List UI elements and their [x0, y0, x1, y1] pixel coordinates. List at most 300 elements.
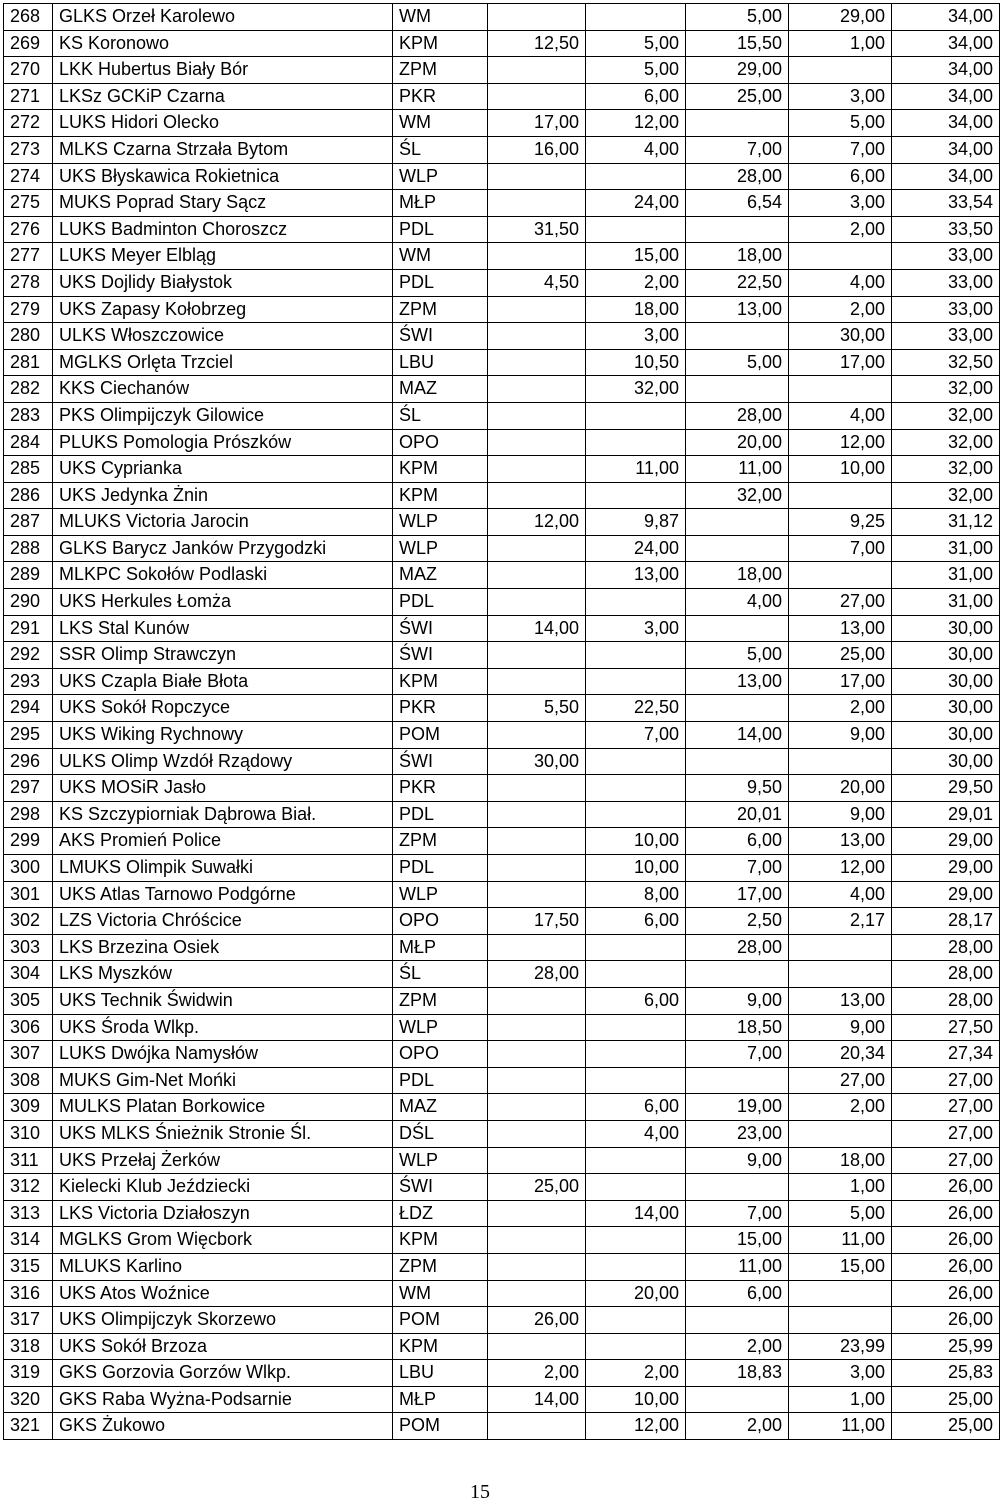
score-cell-3: 29,00 [686, 57, 789, 84]
total-score-cell: 25,99 [892, 1333, 1000, 1360]
region-cell: WLP [393, 1014, 488, 1041]
rank-cell: 302 [4, 908, 53, 935]
score-cell-3 [686, 695, 789, 722]
table-row [4, 402, 1000, 429]
score-cell-2: 13,00 [586, 562, 686, 589]
score-cell-2 [586, 429, 686, 456]
club-name-cell: MGLKS Grom Więcbork [53, 1227, 393, 1254]
total-score-cell: 32,00 [892, 376, 1000, 403]
table-row [4, 136, 1000, 163]
score-cell-1 [488, 482, 586, 509]
total-score-cell: 29,50 [892, 775, 1000, 802]
rank-cell: 289 [4, 562, 53, 589]
rank-cell: 307 [4, 1041, 53, 1068]
table-row [4, 748, 1000, 775]
region-cell: ZPM [393, 828, 488, 855]
total-score-cell: 33,50 [892, 216, 1000, 243]
table-row [4, 722, 1000, 749]
table-row [4, 642, 1000, 669]
score-cell-3: 11,00 [686, 1253, 789, 1280]
score-cell-3: 7,00 [686, 136, 789, 163]
score-cell-4: 12,00 [789, 429, 892, 456]
score-cell-4 [789, 562, 892, 589]
score-cell-2: 2,00 [586, 269, 686, 296]
rank-cell: 281 [4, 349, 53, 376]
score-cell-2 [586, 961, 686, 988]
score-cell-3 [686, 961, 789, 988]
score-cell-3: 6,00 [686, 828, 789, 855]
score-cell-4 [789, 934, 892, 961]
score-cell-3: 6,54 [686, 190, 789, 217]
rank-cell: 321 [4, 1413, 53, 1440]
score-cell-4: 9,00 [789, 801, 892, 828]
club-name-cell: LUKS Hidori Olecko [53, 110, 393, 137]
table-row [4, 30, 1000, 57]
table-row [4, 987, 1000, 1014]
score-cell-2 [586, 1333, 686, 1360]
table-row [4, 668, 1000, 695]
table-row [4, 376, 1000, 403]
region-cell: MŁP [393, 1386, 488, 1413]
club-name-cell: MLKPC Sokołów Podlaski [53, 562, 393, 589]
rank-cell: 282 [4, 376, 53, 403]
total-score-cell: 32,00 [892, 429, 1000, 456]
score-cell-3 [686, 748, 789, 775]
score-cell-2: 12,00 [586, 110, 686, 137]
score-cell-3 [686, 1174, 789, 1201]
rank-cell: 271 [4, 83, 53, 110]
region-cell: POM [393, 1413, 488, 1440]
rank-cell: 290 [4, 589, 53, 616]
table-row [4, 1200, 1000, 1227]
club-name-cell: UKS Olimpijczyk Skorzewo [53, 1307, 393, 1334]
score-cell-4: 3,00 [789, 1360, 892, 1387]
score-cell-4: 9,00 [789, 1014, 892, 1041]
region-cell: ZPM [393, 296, 488, 323]
score-cell-4: 25,00 [789, 642, 892, 669]
table-row [4, 349, 1000, 376]
club-name-cell: LUKS Badminton Choroszcz [53, 216, 393, 243]
club-name-cell: AKS Promień Police [53, 828, 393, 855]
total-score-cell: 29,01 [892, 801, 1000, 828]
club-name-cell: LKS Stal Kunów [53, 615, 393, 642]
club-name-cell: GKS Gorzovia Gorzów Wlkp. [53, 1360, 393, 1387]
score-cell-1 [488, 855, 586, 882]
rank-cell: 305 [4, 987, 53, 1014]
total-score-cell: 31,00 [892, 562, 1000, 589]
rank-cell: 295 [4, 722, 53, 749]
table-row [4, 1120, 1000, 1147]
table-row [4, 1386, 1000, 1413]
club-name-cell: Kielecki Klub Jeździecki [53, 1174, 393, 1201]
score-cell-4: 2,17 [789, 908, 892, 935]
score-cell-4 [789, 376, 892, 403]
total-score-cell: 30,00 [892, 642, 1000, 669]
club-name-cell: UKS Sokół Ropczyce [53, 695, 393, 722]
club-name-cell: UKS Technik Świdwin [53, 987, 393, 1014]
club-name-cell: UKS Dojlidy Białystok [53, 269, 393, 296]
region-cell: KPM [393, 668, 488, 695]
score-cell-2 [586, 801, 686, 828]
region-cell: WLP [393, 881, 488, 908]
score-cell-1 [488, 775, 586, 802]
total-score-cell: 34,00 [892, 4, 1000, 31]
club-name-cell: UKS Zapasy Kołobrzeg [53, 296, 393, 323]
club-name-cell: KS Koronowo [53, 30, 393, 57]
rank-cell: 273 [4, 136, 53, 163]
region-cell: ZPM [393, 57, 488, 84]
table-row [4, 1014, 1000, 1041]
score-cell-4: 11,00 [789, 1227, 892, 1254]
score-cell-4: 9,25 [789, 509, 892, 536]
score-cell-4: 7,00 [789, 535, 892, 562]
region-cell: DŚL [393, 1120, 488, 1147]
table-row [4, 562, 1000, 589]
club-name-cell: GLKS Barycz Janków Przygodzki [53, 535, 393, 562]
score-cell-2 [586, 642, 686, 669]
rank-cell: 301 [4, 881, 53, 908]
score-cell-4: 29,00 [789, 4, 892, 31]
table-row [4, 1067, 1000, 1094]
region-cell: MAZ [393, 376, 488, 403]
score-cell-1: 25,00 [488, 1174, 586, 1201]
score-cell-3: 20,01 [686, 801, 789, 828]
total-score-cell: 34,00 [892, 110, 1000, 137]
score-cell-3: 28,00 [686, 934, 789, 961]
score-cell-3: 18,00 [686, 562, 789, 589]
score-cell-4: 1,00 [789, 1386, 892, 1413]
score-cell-4 [789, 748, 892, 775]
score-cell-3: 23,00 [686, 1120, 789, 1147]
score-cell-2 [586, 1014, 686, 1041]
score-cell-1 [488, 722, 586, 749]
score-cell-4: 4,00 [789, 402, 892, 429]
table-row [4, 589, 1000, 616]
region-cell: ŚWI [393, 615, 488, 642]
score-cell-2: 6,00 [586, 908, 686, 935]
club-name-cell: UKS Środa Wlkp. [53, 1014, 393, 1041]
score-cell-4: 20,00 [789, 775, 892, 802]
region-cell: PDL [393, 855, 488, 882]
score-cell-3: 7,00 [686, 1200, 789, 1227]
score-cell-1 [488, 1413, 586, 1440]
score-cell-1: 4,50 [488, 269, 586, 296]
rank-cell: 300 [4, 855, 53, 882]
table-row [4, 429, 1000, 456]
score-cell-3: 5,00 [686, 349, 789, 376]
score-cell-4: 4,00 [789, 269, 892, 296]
table-row [4, 695, 1000, 722]
score-cell-1 [488, 535, 586, 562]
score-cell-1: 14,00 [488, 615, 586, 642]
score-cell-3 [686, 509, 789, 536]
club-name-cell: UKS Herkules Łomża [53, 589, 393, 616]
total-score-cell: 28,17 [892, 908, 1000, 935]
score-cell-2: 4,00 [586, 1120, 686, 1147]
score-cell-4: 2,00 [789, 296, 892, 323]
score-cell-2: 9,87 [586, 509, 686, 536]
score-cell-3: 32,00 [686, 482, 789, 509]
score-cell-2: 12,00 [586, 1413, 686, 1440]
score-cell-1: 28,00 [488, 961, 586, 988]
score-cell-3 [686, 1386, 789, 1413]
score-cell-3: 2,50 [686, 908, 789, 935]
score-cell-1: 14,00 [488, 1386, 586, 1413]
rank-cell: 278 [4, 269, 53, 296]
score-cell-1 [488, 1227, 586, 1254]
score-cell-2: 10,50 [586, 349, 686, 376]
score-cell-4: 7,00 [789, 136, 892, 163]
score-cell-2 [586, 216, 686, 243]
table-row [4, 855, 1000, 882]
rank-cell: 296 [4, 748, 53, 775]
rank-cell: 315 [4, 1253, 53, 1280]
rank-cell: 287 [4, 509, 53, 536]
region-cell: WLP [393, 163, 488, 190]
region-cell: LBU [393, 1360, 488, 1387]
score-cell-2 [586, 1174, 686, 1201]
score-cell-2 [586, 668, 686, 695]
club-name-cell: GKS Żukowo [53, 1413, 393, 1440]
total-score-cell: 26,00 [892, 1307, 1000, 1334]
region-cell: MAZ [393, 562, 488, 589]
score-cell-4: 1,00 [789, 30, 892, 57]
total-score-cell: 25,00 [892, 1413, 1000, 1440]
total-score-cell: 27,00 [892, 1094, 1000, 1121]
rank-cell: 270 [4, 57, 53, 84]
score-cell-4 [789, 57, 892, 84]
total-score-cell: 31,00 [892, 535, 1000, 562]
score-cell-2 [586, 1307, 686, 1334]
score-cell-3: 22,50 [686, 269, 789, 296]
score-cell-4: 11,00 [789, 1413, 892, 1440]
club-name-cell: KS Szczypiorniak Dąbrowa Biał. [53, 801, 393, 828]
table-row [4, 1174, 1000, 1201]
rank-cell: 279 [4, 296, 53, 323]
score-cell-2 [586, 4, 686, 31]
score-cell-4: 3,00 [789, 83, 892, 110]
club-name-cell: LKS Brzezina Osiek [53, 934, 393, 961]
rank-cell: 316 [4, 1280, 53, 1307]
score-cell-1: 2,00 [488, 1360, 586, 1387]
region-cell: ŚWI [393, 748, 488, 775]
score-cell-2: 10,00 [586, 855, 686, 882]
region-cell: PKR [393, 695, 488, 722]
club-name-cell: MUKS Poprad Stary Sącz [53, 190, 393, 217]
score-cell-2 [586, 934, 686, 961]
club-name-cell: ULKS Włoszczowice [53, 323, 393, 350]
club-name-cell: GKS Raba Wyżna-Podsarnie [53, 1386, 393, 1413]
rank-cell: 319 [4, 1360, 53, 1387]
score-cell-3: 2,00 [686, 1333, 789, 1360]
score-cell-2: 7,00 [586, 722, 686, 749]
rank-cell: 286 [4, 482, 53, 509]
score-cell-3 [686, 323, 789, 350]
score-cell-2: 5,00 [586, 57, 686, 84]
table-row [4, 482, 1000, 509]
total-score-cell: 31,00 [892, 589, 1000, 616]
club-name-cell: UKS MLKS Śnieżnik Stronie Śl. [53, 1120, 393, 1147]
score-cell-4: 2,00 [789, 695, 892, 722]
score-cell-3: 7,00 [686, 1041, 789, 1068]
region-cell: OPO [393, 1041, 488, 1068]
region-cell: WLP [393, 509, 488, 536]
score-cell-3: 25,00 [686, 83, 789, 110]
region-cell: WM [393, 1280, 488, 1307]
region-cell: ŚWI [393, 323, 488, 350]
table-row [4, 1360, 1000, 1387]
total-score-cell: 32,00 [892, 482, 1000, 509]
table-row [4, 4, 1000, 31]
score-cell-1: 30,00 [488, 748, 586, 775]
club-name-cell: LUKS Meyer Elbląg [53, 243, 393, 270]
score-cell-4: 4,00 [789, 881, 892, 908]
score-cell-2: 10,00 [586, 1386, 686, 1413]
rank-cell: 297 [4, 775, 53, 802]
score-cell-3: 18,50 [686, 1014, 789, 1041]
score-cell-1 [488, 243, 586, 270]
region-cell: PKR [393, 83, 488, 110]
total-score-cell: 33,00 [892, 296, 1000, 323]
club-name-cell: UKS Błyskawica Rokietnica [53, 163, 393, 190]
score-cell-3: 20,00 [686, 429, 789, 456]
score-cell-1 [488, 57, 586, 84]
score-cell-2 [586, 748, 686, 775]
score-cell-4: 2,00 [789, 1094, 892, 1121]
score-cell-2 [586, 482, 686, 509]
total-score-cell: 33,00 [892, 243, 1000, 270]
score-cell-1: 12,50 [488, 30, 586, 57]
table-row [4, 535, 1000, 562]
score-cell-1 [488, 1200, 586, 1227]
score-cell-1 [488, 323, 586, 350]
score-cell-1 [488, 1067, 586, 1094]
table-row [4, 190, 1000, 217]
region-cell: MŁP [393, 934, 488, 961]
score-cell-2: 4,00 [586, 136, 686, 163]
score-cell-3 [686, 615, 789, 642]
rank-cell: 276 [4, 216, 53, 243]
score-cell-1: 17,50 [488, 908, 586, 935]
score-cell-3: 18,83 [686, 1360, 789, 1387]
score-cell-3 [686, 1067, 789, 1094]
rank-cell: 275 [4, 190, 53, 217]
score-cell-3: 13,00 [686, 296, 789, 323]
score-cell-2: 3,00 [586, 323, 686, 350]
score-cell-1 [488, 163, 586, 190]
region-cell: KPM [393, 1227, 488, 1254]
table-row [4, 269, 1000, 296]
total-score-cell: 27,00 [892, 1120, 1000, 1147]
score-cell-1 [488, 456, 586, 483]
region-cell: PDL [393, 216, 488, 243]
table-row [4, 881, 1000, 908]
score-cell-3: 5,00 [686, 642, 789, 669]
score-cell-1 [488, 642, 586, 669]
rank-cell: 298 [4, 801, 53, 828]
score-cell-3: 4,00 [686, 589, 789, 616]
rank-cell: 274 [4, 163, 53, 190]
region-cell: WM [393, 243, 488, 270]
score-cell-1 [488, 190, 586, 217]
score-cell-4 [789, 961, 892, 988]
club-name-cell: UKS Jedynka Żnin [53, 482, 393, 509]
score-cell-2: 2,00 [586, 1360, 686, 1387]
score-cell-1 [488, 1094, 586, 1121]
score-cell-2: 22,50 [586, 695, 686, 722]
score-cell-3: 11,00 [686, 456, 789, 483]
score-cell-2 [586, 1067, 686, 1094]
score-cell-1: 31,50 [488, 216, 586, 243]
rank-cell: 306 [4, 1014, 53, 1041]
score-cell-2: 24,00 [586, 190, 686, 217]
table-row [4, 323, 1000, 350]
table-row [4, 509, 1000, 536]
rank-cell: 304 [4, 961, 53, 988]
club-name-cell: UKS Przełaj Żerków [53, 1147, 393, 1174]
total-score-cell: 27,34 [892, 1041, 1000, 1068]
score-cell-4 [789, 1120, 892, 1147]
total-score-cell: 34,00 [892, 163, 1000, 190]
table-row [4, 216, 1000, 243]
total-score-cell: 32,00 [892, 456, 1000, 483]
region-cell: WM [393, 4, 488, 31]
score-cell-3: 15,00 [686, 1227, 789, 1254]
score-cell-1: 17,00 [488, 110, 586, 137]
page-number: 15 [470, 1481, 490, 1503]
region-cell: KPM [393, 482, 488, 509]
region-cell: KPM [393, 1333, 488, 1360]
score-cell-1 [488, 83, 586, 110]
total-score-cell: 26,00 [892, 1280, 1000, 1307]
score-cell-2: 6,00 [586, 987, 686, 1014]
score-cell-4: 5,00 [789, 1200, 892, 1227]
region-cell: OPO [393, 429, 488, 456]
score-cell-4 [789, 1307, 892, 1334]
table-row [4, 1333, 1000, 1360]
total-score-cell: 31,12 [892, 509, 1000, 536]
score-cell-4: 17,00 [789, 349, 892, 376]
table-row [4, 1147, 1000, 1174]
score-cell-3 [686, 535, 789, 562]
total-score-cell: 30,00 [892, 615, 1000, 642]
club-name-cell: MLKS Czarna Strzała Bytom [53, 136, 393, 163]
club-name-cell: MGLKS Orlęta Trzciel [53, 349, 393, 376]
club-name-cell: PLUKS Pomologia Prószków [53, 429, 393, 456]
region-cell: PDL [393, 269, 488, 296]
total-score-cell: 27,50 [892, 1014, 1000, 1041]
total-score-cell: 34,00 [892, 30, 1000, 57]
score-cell-1 [488, 296, 586, 323]
score-cell-1: 26,00 [488, 1307, 586, 1334]
region-cell: ŚWI [393, 642, 488, 669]
club-name-cell: UKS Czapla Białe Błota [53, 668, 393, 695]
score-cell-4: 5,00 [789, 110, 892, 137]
score-cell-1 [488, 987, 586, 1014]
total-score-cell: 33,00 [892, 269, 1000, 296]
club-name-cell: ULKS Olimp Wzdół Rządowy [53, 748, 393, 775]
table-row [4, 163, 1000, 190]
rank-cell: 320 [4, 1386, 53, 1413]
table-row [4, 1253, 1000, 1280]
region-cell: ŚL [393, 961, 488, 988]
total-score-cell: 32,50 [892, 349, 1000, 376]
rank-cell: 284 [4, 429, 53, 456]
score-cell-2 [586, 1253, 686, 1280]
score-cell-2: 8,00 [586, 881, 686, 908]
score-cell-1 [488, 668, 586, 695]
score-cell-3: 9,00 [686, 1147, 789, 1174]
